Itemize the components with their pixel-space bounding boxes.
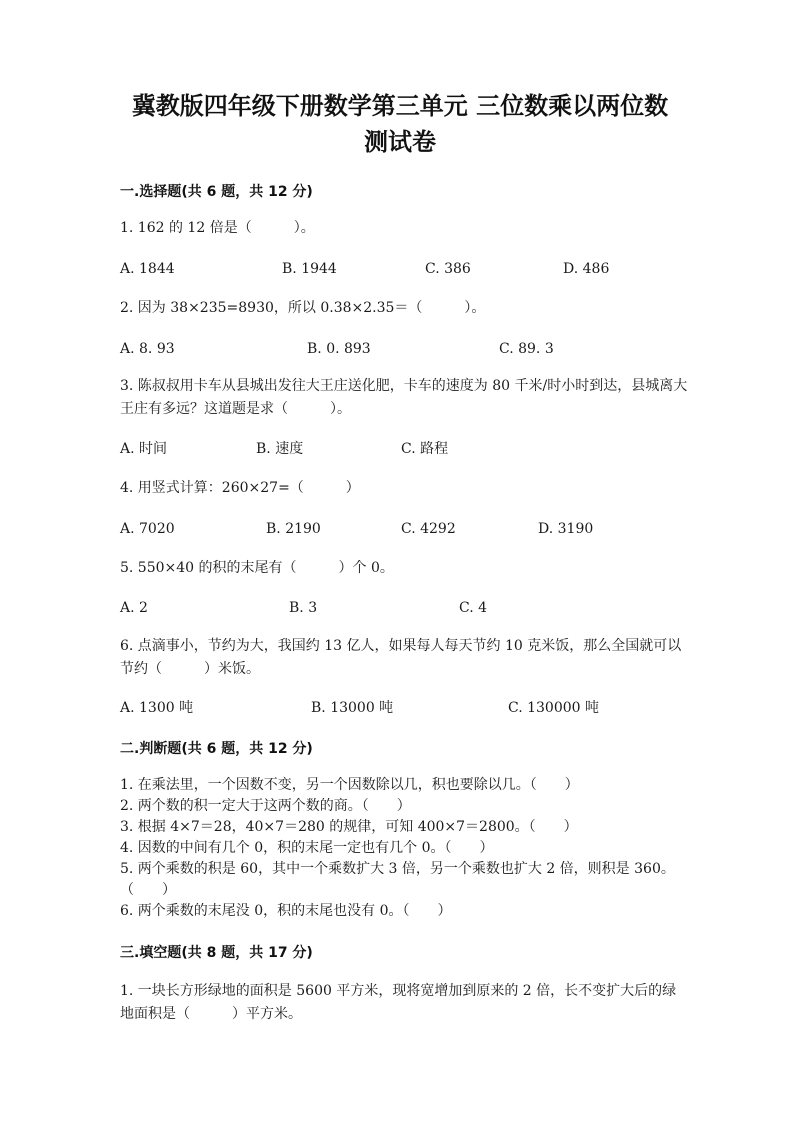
choice-option: B. 1944 xyxy=(282,261,337,277)
choice-question-4: 4. 用竖式计算：260×27=（ ） xyxy=(120,480,360,496)
choice-option: C. 4292 xyxy=(401,521,456,537)
choice-option: A. 8. 93 xyxy=(120,341,175,357)
judge-question-5: 5. 两个乘数的积是 60，其中一个乘数扩大 3 倍，另一个乘数也扩大 2 倍，则积是 360。（ ） xyxy=(120,861,675,898)
choice-question-2: 2. 因为 38×235=8930，所以 0.38×2.35＝（ ）。 xyxy=(120,300,486,316)
exam-title xyxy=(80,88,720,160)
judge-question-3: 3. 根据 4×7＝28，40×7＝280 的规律，可知 400×7＝2800。（ ） xyxy=(120,819,578,835)
choice-option: B. 13000 吨 xyxy=(311,700,394,716)
choice-option: B. 0. 893 xyxy=(307,341,371,357)
section-heading-choice: 一.选择题(共 6 题，共 12 分) xyxy=(120,184,313,200)
choice-option: D. 486 xyxy=(563,261,610,277)
choice-option: A. 2 xyxy=(120,600,148,616)
exam-title-line2: 测试卷 xyxy=(364,128,436,156)
choice-option: A. 1844 xyxy=(120,261,175,277)
choice-option: C. 路程 xyxy=(401,441,449,457)
choice-option: B. 2190 xyxy=(266,521,321,537)
judge-question-6: 6. 两个乘数的末尾没 0，积的末尾也没有 0。（ ） xyxy=(120,903,452,919)
judge-question-2: 2. 两个数的积一定大于这两个数的商。（ ） xyxy=(120,798,411,814)
choice-option: D. 3190 xyxy=(538,521,594,537)
fill-question-1: 1. 一块长方形绿地的面积是 5600 平方米，现将宽增加到原来的 2 倍，长不变扩大后的绿地面积是（ ）平方米。 xyxy=(120,983,677,1022)
choice-option: C. 386 xyxy=(425,261,471,277)
judge-question-1: 1. 在乘法里，一个因数不变，另一个因数除以几，积也要除以几。（ ） xyxy=(120,777,579,793)
choice-question-6: 6. 点滴事小，节约为大，我国约 13 亿人，如果每人每天节约 10 克米饭，那么全国就可以节约（ ）米饭。 xyxy=(120,638,682,677)
section-heading-fill: 三.填空题(共 8 题，共 17 分) xyxy=(120,945,313,961)
choice-option: A. 7020 xyxy=(120,521,175,537)
choice-question-1: 1. 162 的 12 倍是（ ）。 xyxy=(120,220,315,236)
section-heading-judge: 二.判断题(共 6 题，共 12 分) xyxy=(120,741,313,757)
choice-option: C. 130000 吨 xyxy=(508,700,600,716)
choice-option: A. 时间 xyxy=(120,441,168,457)
choice-question-5: 5. 550×40 的积的末尾有（ ）个 0。 xyxy=(120,560,394,576)
choice-option: A. 1300 吨 xyxy=(120,700,194,716)
judge-question-4: 4. 因数的中间有几个 0，积的末尾一定也有几个 0。（ ） xyxy=(120,840,494,856)
choice-question-3: 3. 陈叔叔用卡车从县城出发往大王庄送化肥，卡车的速度为 80 千米/时小时到达，县城离大王庄有多远？这道题是求（ ）。 xyxy=(120,378,688,417)
choice-option: B. 3 xyxy=(289,600,318,616)
choice-option: B. 速度 xyxy=(256,441,304,457)
choice-option: C. 4 xyxy=(459,600,488,616)
exam-title-line1: 冀教版四年级下册数学第三单元 三位数乘以两位数 xyxy=(131,92,669,120)
choice-option: C. 89. 3 xyxy=(499,341,554,357)
